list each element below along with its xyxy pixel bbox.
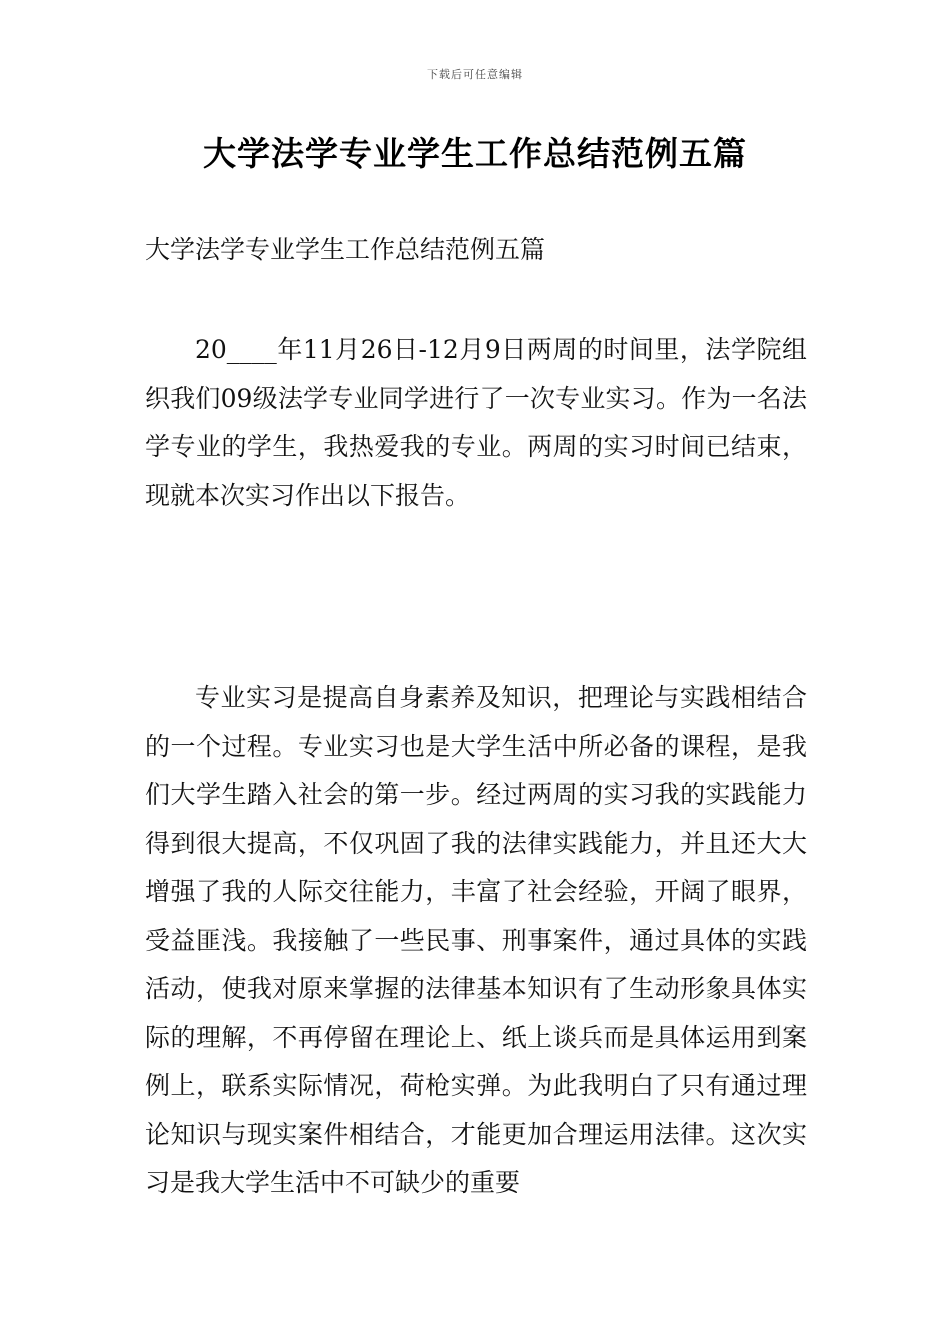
header-note: 下载后可任意编辑 [427,68,523,81]
paragraph: 专业实习是提高自身素养及知识，把理论与实践相结合的一个过程。专业实习也是大学生活中所必备的课程，是我们大学生踏入社会的第一步。经过两周的实习我的实践能力得到很大提高，不仅巩固了我的法律实践能力，并且还大大增强了我的人际交往能力，丰富了社会经验，开阔了眼界，受益匪浅。我接触了一些民事、刑事案件，通过具体的实践活动，使我对原来掌握的法律基本知识有了生动形象具体实际的理解，不再停留在理论上、纸上谈兵而是具体运用到案例上，联系实际情况，荷枪实弹。为此我明白了只有通过理论知识与现实案件相结合，才能更加合理运用法律。这次实习是我大学生活中不可缺少的重要 [145,683,807,1197]
document-subtitle: 大学法学专业学生工作总结范例五篇 [145,235,546,264]
document-title: 大学法学专业学生工作总结范例五篇 [203,134,747,173]
paragraph: 20____年11月26日-12月9日两周的时间里，法学院组织我们09级法学专业同学进行了一次专业实习。作为一名法学专业的学生，我热爱我的专业。两周的实习时间已结束，现就本次实习作出以下报告。 [145,335,807,510]
